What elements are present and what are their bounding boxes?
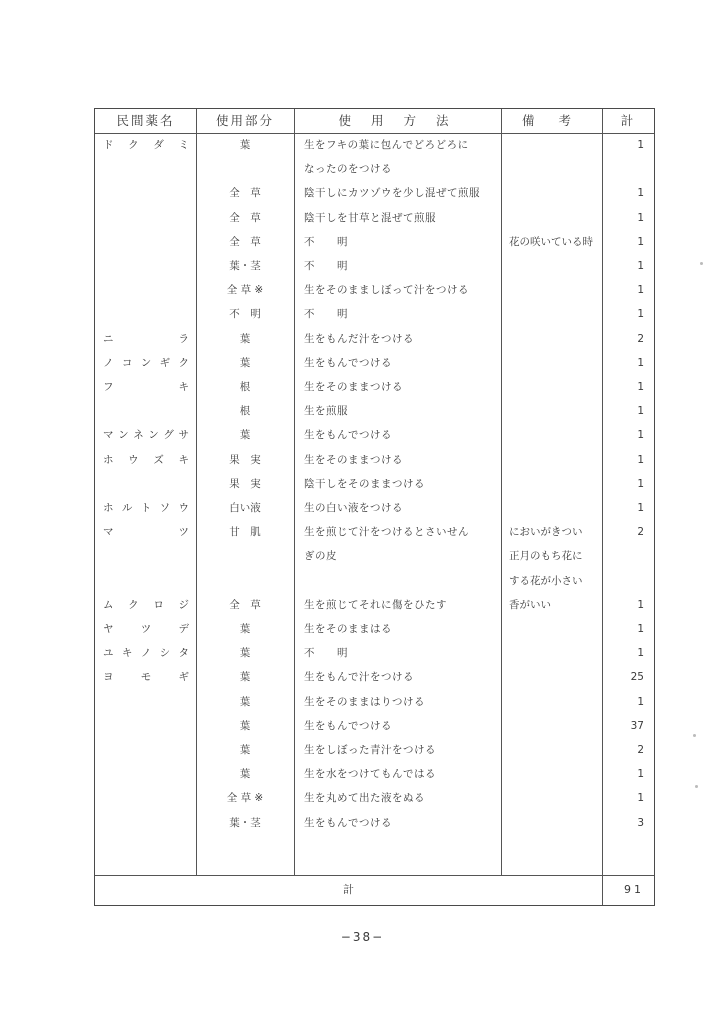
usage-part: 葉 [239, 139, 251, 151]
usage-method: 陰干しをそのままつける [304, 477, 425, 490]
total-value: 91 [624, 883, 644, 896]
usage-method: 生をそのままはりつける [304, 695, 425, 708]
col-divider [602, 109, 603, 905]
usage-part: 全 草 ※ [226, 284, 264, 297]
usage-method: 生をもんでつける [304, 429, 392, 442]
remedy-name: マ ン ネ ン グ サ [103, 429, 189, 442]
row-count: 1 [637, 453, 644, 466]
remedy-name: ヤ ツ デ [103, 623, 189, 635]
usage-part: 果 実 [229, 477, 261, 490]
row-count: 2 [637, 526, 644, 539]
remark: 香がいい [509, 598, 551, 611]
row-count: 1 [637, 235, 644, 248]
row-count: 1 [637, 598, 644, 611]
usage-method: なったのをつける [304, 163, 392, 176]
usage-part: 葉 [239, 623, 251, 635]
usage-method: 生をそのままはる [304, 623, 392, 635]
usage-method: 生をしぼった青汁をつける [304, 744, 436, 756]
usage-method: 不 明 [304, 647, 348, 660]
remedy-table [94, 108, 655, 906]
usage-part: 葉 [239, 429, 251, 442]
row-count: 1 [637, 284, 644, 297]
usage-method: 生をフキの葉に包んでどろどろに [304, 139, 469, 151]
usage-part: 葉 [239, 768, 251, 781]
row-count: 2 [637, 744, 644, 756]
row-count: 2 [637, 332, 644, 345]
usage-method: 生をもんでつける [304, 719, 392, 732]
usage-part: 根 [239, 405, 251, 418]
usage-method: 生をもんだ汁をつける [304, 332, 414, 345]
remedy-name: ホ ル ト ソ ウ [103, 502, 189, 514]
row-count: 1 [637, 139, 644, 151]
usage-method: 生を丸めて出た液をぬる [304, 792, 425, 805]
remedy-name: ド ク ダ ミ [103, 139, 189, 151]
row-count: 1 [637, 623, 644, 635]
page-number: −38− [340, 930, 385, 944]
usage-part: 葉・茎 [229, 816, 261, 829]
header-count: 計 [620, 113, 636, 128]
row-count: 37 [630, 719, 644, 732]
usage-method: ぎの皮 [304, 550, 337, 563]
usage-part: 葉 [239, 356, 251, 369]
remark: 花の咲いている時 [509, 235, 593, 248]
remedy-name: ニ ラ [103, 332, 189, 345]
row-count: 1 [637, 308, 644, 321]
usage-method: 生を煎服 [304, 405, 348, 418]
usage-part: 白い液 [229, 502, 261, 514]
usage-part: 葉 [239, 332, 251, 345]
row-count: 3 [637, 816, 644, 829]
usage-part: 全 草 [229, 235, 261, 248]
row-count: 1 [637, 502, 644, 514]
row-count: 1 [637, 695, 644, 708]
usage-method: 生の白い液をつける [304, 502, 403, 514]
remedy-name: マ ツ [103, 526, 189, 539]
usage-method: 陰干しにカツゾウを少し混ぜて煎服 [304, 187, 480, 200]
remedy-name: ヨ モ ギ [103, 671, 189, 684]
row-count: 1 [637, 356, 644, 369]
remedy-name: ユ キ ノ シ タ [103, 647, 189, 660]
remark: においがきつい [509, 526, 583, 539]
usage-part: 全 草 [229, 211, 261, 224]
remedy-name: フ キ [103, 381, 189, 393]
usage-part: 全 草 [229, 187, 261, 200]
row-count: 1 [637, 429, 644, 442]
usage-part: 葉 [239, 719, 251, 732]
usage-method: 生を水をつけてもんではる [304, 768, 436, 781]
header-method: 使 用 方 法 [338, 113, 457, 128]
remedy-name: ホ ウ ズ キ [103, 453, 189, 466]
row-count: 25 [630, 671, 644, 684]
usage-part: 葉 [239, 744, 251, 756]
usage-part: 不 明 [229, 308, 261, 321]
row-count: 1 [637, 405, 644, 418]
row-count: 1 [637, 381, 644, 393]
row-count: 1 [637, 768, 644, 781]
total-label: 計 [343, 883, 354, 896]
usage-method: 生をそのままつける [304, 453, 403, 466]
usage-part: 葉 [239, 671, 251, 684]
header-note: 備 考 [522, 113, 581, 128]
row-count: 1 [637, 792, 644, 805]
usage-part: 葉 [239, 695, 251, 708]
remedy-name: ノ コ ン ギ ク [103, 356, 189, 369]
scan-speck [695, 785, 698, 788]
header-name: 民間薬名 [116, 113, 175, 128]
usage-part: 根 [239, 381, 251, 393]
usage-method: 生を煎じてそれに傷をひたす [304, 598, 447, 611]
usage-method: 陰干しを甘草と混ぜて煎服 [304, 211, 436, 224]
row-count: 1 [637, 211, 644, 224]
usage-method: 不 明 [304, 260, 348, 272]
usage-method: 生をもんで汁をつける [304, 671, 414, 684]
usage-part: 全 草 [229, 598, 261, 611]
usage-part: 葉 [239, 647, 251, 660]
row-count: 1 [637, 187, 644, 200]
remedy-name: ム ク ロ ジ [103, 598, 189, 611]
col-divider [501, 109, 502, 875]
usage-method: 生をもんでつける [304, 356, 392, 369]
remark: 正月のもち花に [509, 550, 583, 563]
col-divider [294, 109, 295, 875]
usage-method: 生をもんでつける [304, 816, 392, 829]
scan-speck [693, 734, 696, 737]
usage-method: 生を煎じて汁をつけるとさいせん [304, 526, 469, 539]
row-count: 1 [637, 477, 644, 490]
row-count: 1 [637, 260, 644, 272]
remark: する花が小さい [509, 574, 583, 587]
usage-part: 果 実 [229, 453, 261, 466]
scan-speck [700, 262, 703, 265]
usage-method: 生をそのまましぼって汁をつける [304, 284, 469, 297]
usage-method: 不 明 [304, 308, 348, 321]
row-count: 1 [637, 647, 644, 660]
usage-method: 生をそのままつける [304, 381, 403, 393]
usage-part: 葉・茎 [229, 260, 261, 272]
usage-part: 全 草 ※ [226, 792, 264, 805]
usage-method: 不 明 [304, 235, 348, 248]
header-part: 使用部分 [215, 113, 274, 128]
usage-part: 甘 肌 [229, 526, 261, 539]
